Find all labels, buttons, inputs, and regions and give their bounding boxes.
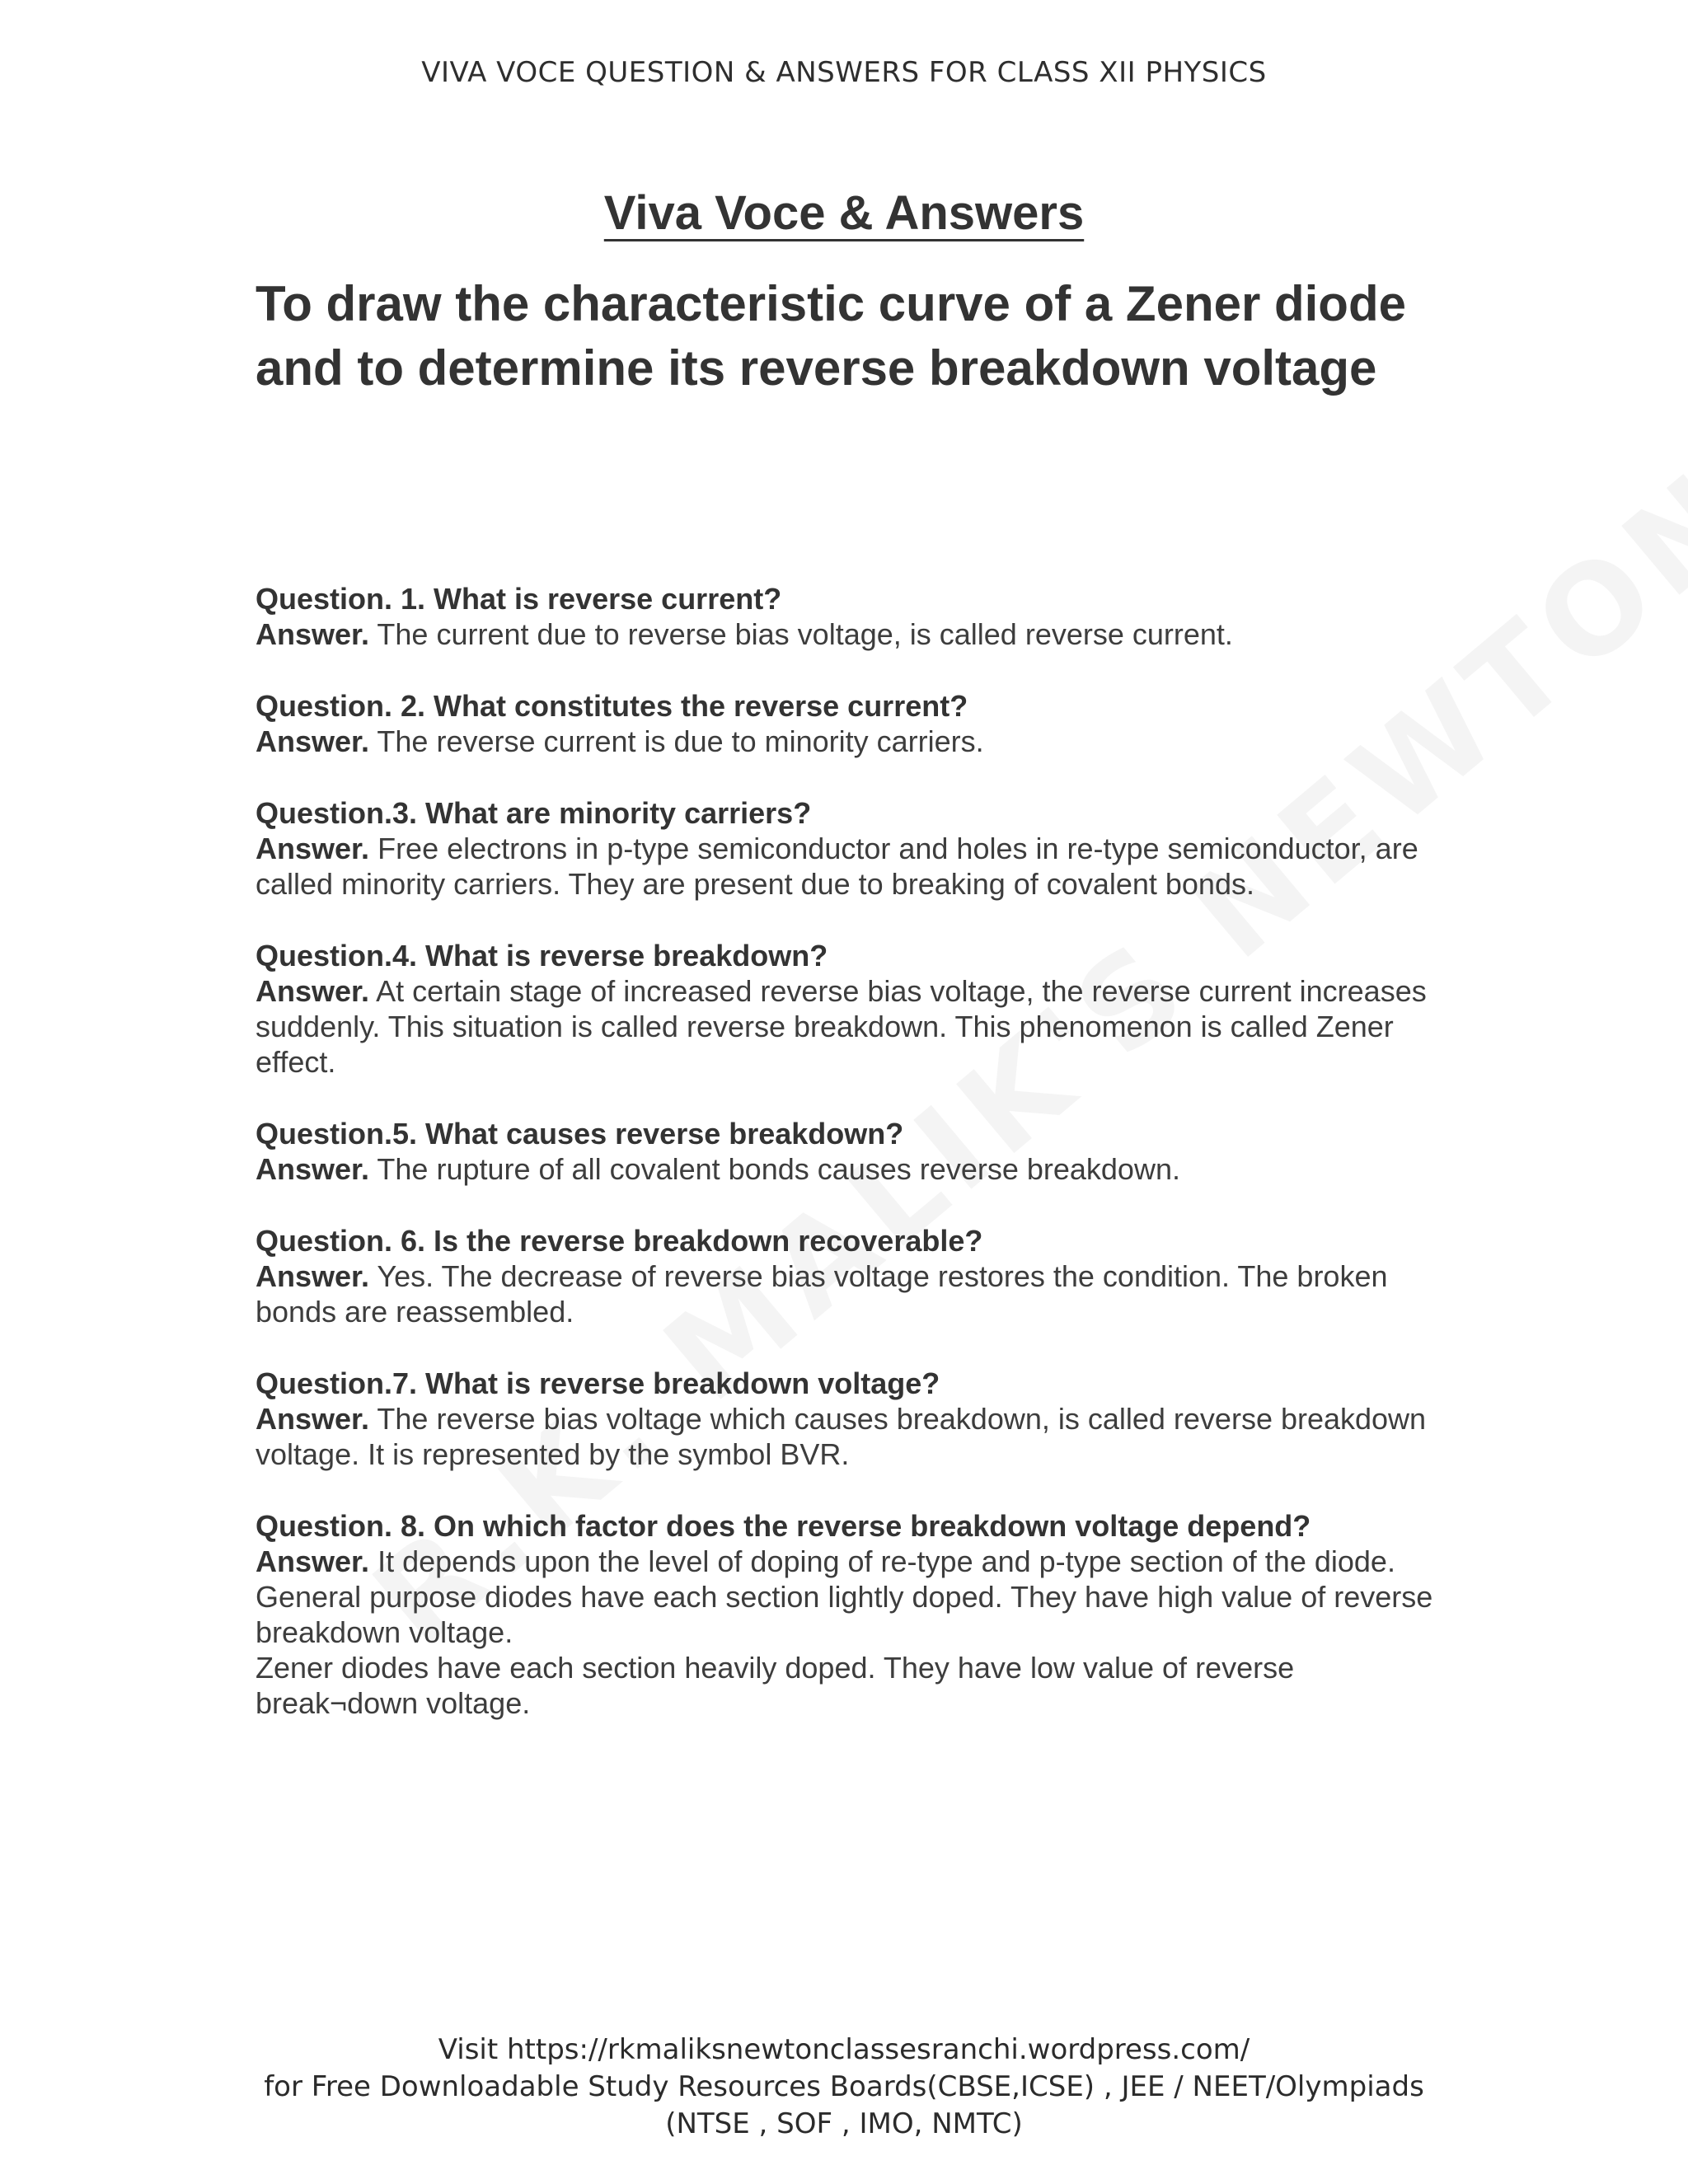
qa-item (256, 1366, 1451, 1472)
qa-list (256, 581, 1451, 1757)
answer-text: Free electrons in p-type semiconductor and holes in re-type semiconductor, are called minority carriers. They are present due to breaking of covalent bonds. (256, 832, 1418, 901)
qa-item (256, 1223, 1451, 1329)
qa-item (256, 581, 1451, 652)
question: Question. 2. What constitutes the reverse current? (256, 689, 968, 723)
answer (256, 724, 1451, 759)
qa-item (256, 795, 1451, 902)
answer-label: Answer. (256, 1259, 370, 1293)
question: Question.7. What is reverse breakdown voltage? (256, 1366, 940, 1400)
answer-label: Answer. (256, 617, 370, 651)
footer-visit-line: Visit https://rkmaliksnewtonclassesranchi.wordpress.com/ (438, 2033, 1250, 2066)
answer-text: It depends upon the level of doping of re-type and p-type section of the diode. (377, 1544, 1395, 1578)
answer-text: At certain stage of increased reverse bias voltage, the reverse current increases suddenly. This situation is called reverse breakdown. This phenomenon is called Zener effect. (256, 974, 1427, 1079)
answer (256, 831, 1451, 902)
qa-item (256, 1116, 1451, 1187)
answer-text: General purpose diodes have each section lightly doped. They have high value of reverse breakdown voltage. (256, 1580, 1433, 1649)
qa-item (256, 1508, 1451, 1721)
question: Question.3. What are minority carriers? (256, 796, 812, 830)
answer-text: Yes. The decrease of reverse bias voltage restores the condition. The broken bonds are reassembled. (256, 1259, 1388, 1329)
answer-label: Answer. (256, 1152, 370, 1186)
answer (256, 616, 1451, 652)
section-title: Viva Voce & Answers (603, 186, 1085, 240)
question: Question. 8. On which factor does the reverse breakdown voltage depend? (256, 1509, 1311, 1543)
answer-label: Answer. (256, 974, 370, 1008)
question: Question. 6. Is the reverse breakdown recoverable? (256, 1224, 983, 1258)
running-header: VIVA VOCE QUESTION & ANSWERS FOR CLASS XII PHYSICS (421, 56, 1267, 89)
answer (256, 973, 1451, 1080)
answer (256, 1544, 1451, 1579)
answer-text: Zener diodes have each section heavily doped. They have low value of reverse break¬down voltage. (256, 1651, 1295, 1720)
answer-label: Answer. (256, 1402, 370, 1436)
answer-text: The current due to reverse bias voltage, is called reverse current. (377, 617, 1233, 651)
answer-text: The rupture of all covalent bonds causes reverse breakdown. (377, 1152, 1180, 1186)
footer (0, 2032, 1688, 2143)
qa-item (256, 938, 1451, 1080)
answer-label: Answer. (256, 832, 370, 865)
answer-text: The reverse current is due to minority carriers. (377, 724, 984, 758)
footer-resources-line: for Free Downloadable Study Resources Boards(CBSE,ICSE) , JEE / NEET/Olympiads (264, 2070, 1424, 2103)
question: Question.4. What is reverse breakdown? (256, 939, 828, 972)
answer (256, 1258, 1451, 1329)
question: Question. 1. What is reverse current? (256, 582, 782, 616)
experiment-title: To draw the characteristic curve of a Zener diode and to determine its reverse breakdown voltage (256, 276, 1406, 396)
question: Question.5. What causes reverse breakdown? (256, 1117, 904, 1151)
answer-text: The reverse bias voltage which causes breakdown, is called reverse breakdown voltage. It is represented by the symbol BVR. (256, 1402, 1427, 1471)
answer-label: Answer. (256, 724, 370, 758)
answer-label: Answer. (256, 1544, 370, 1578)
footer-exams-line: (NTSE , SOF , IMO, NMTC) (665, 2107, 1023, 2140)
answer (256, 1401, 1451, 1472)
answer (256, 1151, 1451, 1187)
qa-item (256, 688, 1451, 759)
